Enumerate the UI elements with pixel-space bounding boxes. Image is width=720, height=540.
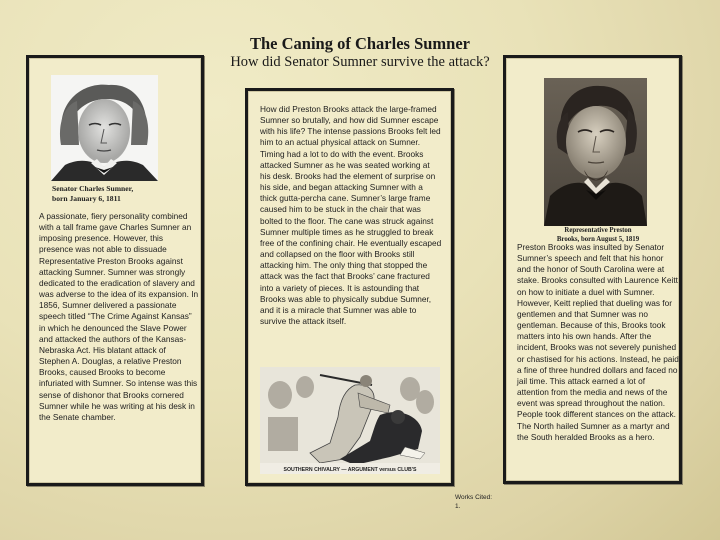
sumner-portrait: [51, 75, 158, 181]
brooks-portrait: [544, 78, 647, 226]
works-cited-item: 1.: [455, 502, 461, 510]
sumner-caption: [52, 184, 192, 204]
works-cited-label: Works Cited:: [455, 494, 493, 501]
brooks-text: Preston Brooks was insulted by Senator Sumner’s speech and felt that his honor and the honor of South Carolina were at stake. Brooks consulted with Laurence Keitt on how to initiate a duel with Sumner. However, Keitt replied that dueling was for gentlemen and that Sumner was no gentleman. Because of this, Brooks took matters into his own hands. After the incident, Brooks was not severely punished or chastised for his actions. Instead, he paid a fine of three hundred dollars and faced no jail time. This attack earned a lot of attention from the media and news of the event was spread throughout the nation. People took different stances on the attack. The North hailed Sumner as a martyr and the South heralded Brooks as a hero.: [517, 242, 679, 442]
svg-text:SOUTHERN CHIVALRY — ARGUMENT v: SOUTHERN CHIVALRY — ARGUMENT versus CLUB'S: [283, 467, 417, 473]
attack-panel: [245, 88, 454, 486]
page-subtitle: How did Senator Sumner survive the attack?: [230, 54, 490, 70]
sumner-panel: [26, 55, 204, 486]
sumner-text: A passionate, fiery personality combined with a tall frame gave Charles Sumner an imposing presence. However, this presence was not able to dissuade Representative Preston Brooks against attacking Sumner. Sumner was strongly dedicated to the eradication of slavery and was adverse to the idea of its expansion. In 1856, Sumner delivered a passionate speech titled “The Crime Against Kansas” in which he denounced the Slave Power and attacked the authors of the Kansas-Nebraska Act. His blatant attack of Stephen A. Douglas, a relative Preston Brooks, caused Brooks to become infuriated with Sumner. So intense was this sense of dishonor that Brooks cornered Sumner while he was writing at his desk in the Senate chamber.: [39, 211, 199, 422]
caption-line: Senator Charles Sumner,: [52, 184, 134, 193]
caning-illustration: [260, 367, 440, 474]
caption-line: born January 6, 1811: [52, 194, 121, 203]
works-cited: [455, 494, 492, 511]
attack-text: How did Preston Brooks attack the large-framed Sumner so brutally, and how did Sumner escape with his life? The intense passions Brooks felt led him to an actual physical attack on Sumner. Timing had a lot to do with the event. Brooks attacked Sumner as he was seated working at his desk. Brooks had the element of surprise on his side, and began attacking Sumner with a thick gutta-percha cane. Sumner’s large frame caused him to be stuck in the chair that was bolted to the floor. The cane was struck against Sumner multiple times as he struggled to break free of the confining chair. He eventually escaped and collapsed on the floor with Brooks still attacking him. The only thing that stopped the attack was the fact that Brooks’ cane fractured into a variety of pieces. It is astounding that Brooks was able to physically subdue Sumner, and it is a miracle that Sumner was able to survive the attack itself.: [260, 104, 442, 326]
page-title: The Caning of Charles Sumner: [249, 34, 471, 53]
caption-line: Representative Preston: [564, 227, 632, 234]
caption-line: Brooks, born August 5, 1819: [556, 236, 640, 243]
brooks-panel: [503, 55, 682, 484]
